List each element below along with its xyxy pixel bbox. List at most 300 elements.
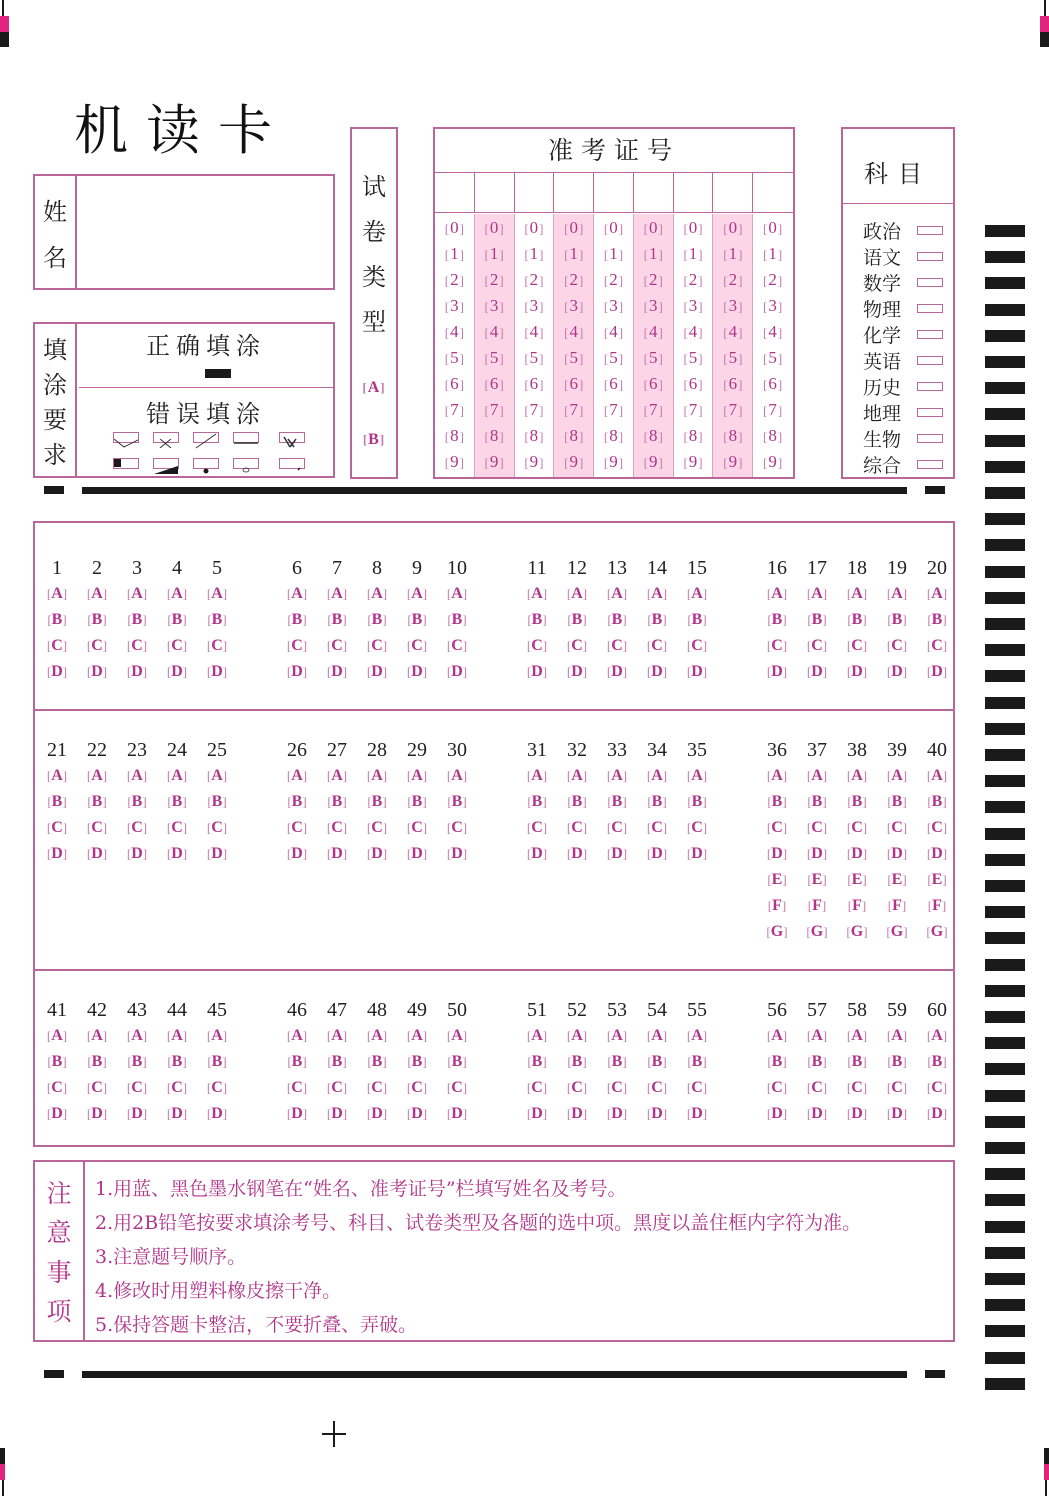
exam-id-digit-bubble[interactable] (674, 270, 714, 290)
exam-id-digit-bubble[interactable] (435, 218, 475, 238)
exam-id-write-cell[interactable] (435, 173, 475, 213)
exam-id-digit-bubble[interactable] (713, 400, 753, 420)
answer-option-bubble[interactable] (77, 1027, 117, 1045)
exam-id-digit-bubble[interactable] (594, 348, 634, 368)
answer-option-bubble[interactable] (77, 1105, 117, 1123)
answer-option-bubble[interactable] (917, 871, 957, 889)
answer-option-bubble[interactable] (277, 1105, 317, 1123)
answer-option-bubble[interactable] (557, 611, 597, 629)
answer-option-bubble[interactable] (277, 585, 317, 603)
subject-bubble[interactable] (917, 252, 943, 261)
answer-option-bubble[interactable] (437, 793, 477, 811)
answer-option-bubble[interactable] (917, 793, 957, 811)
answer-option-bubble[interactable] (757, 1053, 797, 1071)
answer-option-bubble[interactable] (677, 663, 717, 681)
exam-id-digit-bubble[interactable] (435, 322, 475, 342)
answer-option-bubble[interactable] (437, 1105, 477, 1123)
exam-id-digit-bubble[interactable] (713, 218, 753, 238)
answer-option-bubble[interactable] (517, 767, 557, 785)
answer-option-bubble[interactable] (197, 637, 237, 655)
subject-option[interactable] (863, 321, 953, 347)
exam-id-write-cell[interactable] (594, 173, 634, 213)
answer-option-bubble[interactable] (37, 637, 77, 655)
exam-id-write-cell[interactable] (554, 173, 594, 213)
answer-option-bubble[interactable] (197, 1053, 237, 1071)
answer-option-bubble[interactable] (517, 819, 557, 837)
answer-option-bubble[interactable] (37, 611, 77, 629)
exam-id-digit-bubble[interactable] (634, 218, 674, 238)
answer-option-bubble[interactable] (397, 793, 437, 811)
answer-option-bubble[interactable] (277, 793, 317, 811)
exam-id-digit-bubble[interactable] (475, 244, 515, 264)
exam-id-digit-bubble[interactable] (435, 400, 475, 420)
exam-id-digit-bubble[interactable] (554, 426, 594, 446)
answer-option-bubble[interactable] (197, 845, 237, 863)
answer-option-bubble[interactable] (557, 637, 597, 655)
answer-option-bubble[interactable] (437, 663, 477, 681)
answer-option-bubble[interactable] (877, 1079, 917, 1097)
exam-id-digit-bubble[interactable] (594, 452, 634, 472)
answer-option-bubble[interactable] (277, 1079, 317, 1097)
answer-option-bubble[interactable] (877, 1053, 917, 1071)
answer-option-bubble[interactable] (77, 611, 117, 629)
answer-option-bubble[interactable] (917, 1105, 957, 1123)
exam-id-digit-bubble[interactable] (634, 296, 674, 316)
answer-option-bubble[interactable] (37, 793, 77, 811)
answer-option-bubble[interactable] (637, 793, 677, 811)
answer-option-bubble[interactable] (437, 845, 477, 863)
answer-option-bubble[interactable] (917, 923, 957, 941)
exam-id-digit-bubble[interactable] (515, 374, 555, 394)
answer-option-bubble[interactable] (557, 585, 597, 603)
exam-id-digit-bubble[interactable] (515, 426, 555, 446)
answer-option-bubble[interactable] (757, 663, 797, 681)
answer-option-bubble[interactable] (517, 1105, 557, 1123)
answer-option-bubble[interactable] (397, 1079, 437, 1097)
answer-option-bubble[interactable] (837, 1105, 877, 1123)
answer-option-bubble[interactable] (837, 845, 877, 863)
answer-option-bubble[interactable] (877, 611, 917, 629)
answer-option-bubble[interactable] (597, 585, 637, 603)
answer-option-bubble[interactable] (117, 819, 157, 837)
answer-option-bubble[interactable] (157, 819, 197, 837)
answer-option-bubble[interactable] (317, 819, 357, 837)
answer-option-bubble[interactable] (37, 767, 77, 785)
answer-option-bubble[interactable] (117, 663, 157, 681)
answer-option-bubble[interactable] (357, 1027, 397, 1045)
answer-option-bubble[interactable] (797, 637, 837, 655)
answer-option-bubble[interactable] (637, 637, 677, 655)
answer-option-bubble[interactable] (597, 1027, 637, 1045)
answer-option-bubble[interactable] (837, 767, 877, 785)
answer-option-bubble[interactable] (517, 1079, 557, 1097)
exam-id-digit-bubble[interactable] (634, 426, 674, 446)
answer-option-bubble[interactable] (517, 1053, 557, 1071)
answer-option-bubble[interactable] (517, 1027, 557, 1045)
exam-id-digit-bubble[interactable] (435, 374, 475, 394)
answer-option-bubble[interactable] (317, 767, 357, 785)
answer-option-bubble[interactable] (37, 585, 77, 603)
answer-option-bubble[interactable] (597, 767, 637, 785)
answer-option-bubble[interactable] (917, 897, 957, 915)
answer-option-bubble[interactable] (357, 845, 397, 863)
answer-option-bubble[interactable] (397, 767, 437, 785)
exam-id-digit-bubble[interactable] (594, 400, 634, 420)
answer-option-bubble[interactable] (117, 637, 157, 655)
exam-id-digit-bubble[interactable] (475, 426, 515, 446)
subject-option[interactable] (863, 295, 953, 321)
answer-option-bubble[interactable] (117, 611, 157, 629)
answer-option-bubble[interactable] (317, 1105, 357, 1123)
answer-option-bubble[interactable] (357, 663, 397, 681)
answer-option-bubble[interactable] (117, 585, 157, 603)
answer-option-bubble[interactable] (557, 663, 597, 681)
answer-option-bubble[interactable] (877, 637, 917, 655)
answer-option-bubble[interactable] (877, 819, 917, 837)
exam-id-digit-bubble[interactable] (674, 426, 714, 446)
answer-option-bubble[interactable] (357, 767, 397, 785)
answer-option-bubble[interactable] (917, 637, 957, 655)
exam-id-digit-bubble[interactable] (674, 244, 714, 264)
exam-id-digit-bubble[interactable] (753, 244, 793, 264)
answer-option-bubble[interactable] (797, 663, 837, 681)
subject-option[interactable] (863, 425, 953, 451)
answer-option-bubble[interactable] (797, 767, 837, 785)
answer-option-bubble[interactable] (277, 663, 317, 681)
answer-option-bubble[interactable] (77, 819, 117, 837)
answer-option-bubble[interactable] (757, 1105, 797, 1123)
exam-id-digit-bubble[interactable] (515, 244, 555, 264)
answer-option-bubble[interactable] (357, 1105, 397, 1123)
exam-id-digit-bubble[interactable] (475, 348, 515, 368)
answer-option-bubble[interactable] (557, 1027, 597, 1045)
answer-option-bubble[interactable] (197, 767, 237, 785)
answer-option-bubble[interactable] (357, 1053, 397, 1071)
subject-bubble[interactable] (917, 460, 943, 469)
answer-option-bubble[interactable] (757, 767, 797, 785)
paper-type-option-a[interactable]: [A] (362, 379, 386, 396)
exam-id-digit-bubble[interactable] (674, 400, 714, 420)
exam-id-digit-bubble[interactable] (475, 374, 515, 394)
answer-option-bubble[interactable] (437, 1027, 477, 1045)
exam-id-digit-bubble[interactable] (435, 270, 475, 290)
subject-bubble[interactable] (917, 356, 943, 365)
answer-option-bubble[interactable] (317, 1079, 357, 1097)
answer-option-bubble[interactable] (157, 845, 197, 863)
answer-option-bubble[interactable] (597, 663, 637, 681)
exam-id-digit-bubble[interactable] (475, 452, 515, 472)
answer-option-bubble[interactable] (517, 845, 557, 863)
answer-option-bubble[interactable] (197, 819, 237, 837)
answer-option-bubble[interactable] (197, 585, 237, 603)
exam-id-digit-bubble[interactable] (554, 348, 594, 368)
exam-id-digit-bubble[interactable] (515, 322, 555, 342)
answer-option-bubble[interactable] (917, 845, 957, 863)
answer-option-bubble[interactable] (757, 611, 797, 629)
answer-option-bubble[interactable] (397, 845, 437, 863)
answer-option-bubble[interactable] (277, 611, 317, 629)
answer-option-bubble[interactable] (917, 663, 957, 681)
answer-option-bubble[interactable] (677, 1027, 717, 1045)
subject-bubble[interactable] (917, 408, 943, 417)
exam-id-write-cell[interactable] (515, 173, 555, 213)
answer-option-bubble[interactable] (637, 663, 677, 681)
answer-option-bubble[interactable] (637, 1079, 677, 1097)
answer-option-bubble[interactable] (677, 767, 717, 785)
answer-option-bubble[interactable] (557, 793, 597, 811)
answer-option-bubble[interactable] (437, 637, 477, 655)
subject-bubble[interactable] (917, 226, 943, 235)
name-input-area[interactable] (79, 176, 333, 288)
answer-option-bubble[interactable] (77, 663, 117, 681)
answer-option-bubble[interactable] (637, 819, 677, 837)
answer-option-bubble[interactable] (837, 1027, 877, 1045)
subject-option[interactable] (863, 399, 953, 425)
answer-option-bubble[interactable] (557, 767, 597, 785)
answer-option-bubble[interactable] (757, 923, 797, 941)
answer-option-bubble[interactable] (37, 1053, 77, 1071)
exam-id-digit-bubble[interactable] (475, 296, 515, 316)
subject-bubble[interactable] (917, 382, 943, 391)
answer-option-bubble[interactable] (797, 1053, 837, 1071)
exam-id-digit-bubble[interactable] (515, 452, 555, 472)
answer-option-bubble[interactable] (677, 845, 717, 863)
answer-option-bubble[interactable] (797, 611, 837, 629)
exam-id-digit-bubble[interactable] (753, 374, 793, 394)
answer-option-bubble[interactable] (837, 1053, 877, 1071)
exam-id-digit-bubble[interactable] (674, 218, 714, 238)
answer-option-bubble[interactable] (517, 637, 557, 655)
subject-option[interactable] (863, 269, 953, 295)
exam-id-write-cell[interactable] (713, 173, 753, 213)
exam-id-write-cell[interactable] (634, 173, 674, 213)
answer-option-bubble[interactable] (917, 611, 957, 629)
answer-option-bubble[interactable] (357, 637, 397, 655)
subject-option[interactable] (863, 217, 953, 243)
exam-id-digit-bubble[interactable] (475, 400, 515, 420)
answer-option-bubble[interactable] (397, 637, 437, 655)
answer-option-bubble[interactable] (197, 663, 237, 681)
answer-option-bubble[interactable] (797, 1027, 837, 1045)
answer-option-bubble[interactable] (837, 793, 877, 811)
exam-id-digit-bubble[interactable] (554, 244, 594, 264)
answer-option-bubble[interactable] (277, 1027, 317, 1045)
exam-id-digit-bubble[interactable] (554, 296, 594, 316)
exam-id-digit-bubble[interactable] (713, 322, 753, 342)
answer-option-bubble[interactable] (517, 663, 557, 681)
exam-id-digit-bubble[interactable] (594, 296, 634, 316)
answer-option-bubble[interactable] (437, 1079, 477, 1097)
answer-option-bubble[interactable] (557, 845, 597, 863)
answer-option-bubble[interactable] (597, 845, 637, 863)
answer-option-bubble[interactable] (837, 1079, 877, 1097)
answer-option-bubble[interactable] (277, 845, 317, 863)
exam-id-digit-bubble[interactable] (634, 452, 674, 472)
exam-id-digit-bubble[interactable] (713, 270, 753, 290)
answer-option-bubble[interactable] (677, 1079, 717, 1097)
answer-option-bubble[interactable] (757, 1027, 797, 1045)
answer-option-bubble[interactable] (157, 663, 197, 681)
exam-id-digit-bubble[interactable] (674, 452, 714, 472)
exam-id-digit-bubble[interactable] (435, 244, 475, 264)
answer-option-bubble[interactable] (357, 819, 397, 837)
exam-id-digit-bubble[interactable] (435, 426, 475, 446)
answer-option-bubble[interactable] (117, 767, 157, 785)
answer-option-bubble[interactable] (277, 637, 317, 655)
exam-id-digit-bubble[interactable] (634, 374, 674, 394)
exam-id-digit-bubble[interactable] (515, 400, 555, 420)
exam-id-digit-bubble[interactable] (753, 400, 793, 420)
answer-option-bubble[interactable] (317, 793, 357, 811)
answer-option-bubble[interactable] (517, 611, 557, 629)
answer-option-bubble[interactable] (677, 1053, 717, 1071)
answer-option-bubble[interactable] (797, 819, 837, 837)
answer-option-bubble[interactable] (837, 871, 877, 889)
answer-option-bubble[interactable] (397, 585, 437, 603)
answer-option-bubble[interactable] (677, 793, 717, 811)
exam-id-digit-bubble[interactable] (713, 374, 753, 394)
answer-option-bubble[interactable] (277, 819, 317, 837)
answer-option-bubble[interactable] (597, 611, 637, 629)
answer-option-bubble[interactable] (197, 1105, 237, 1123)
paper-type-option-b[interactable]: [B] (362, 431, 386, 448)
answer-option-bubble[interactable] (597, 793, 637, 811)
answer-option-bubble[interactable] (877, 1027, 917, 1045)
answer-option-bubble[interactable] (117, 1079, 157, 1097)
answer-option-bubble[interactable] (797, 1079, 837, 1097)
exam-id-digit-bubble[interactable] (515, 348, 555, 368)
exam-id-digit-bubble[interactable] (594, 218, 634, 238)
exam-id-digit-bubble[interactable] (594, 322, 634, 342)
answer-option-bubble[interactable] (197, 1027, 237, 1045)
answer-option-bubble[interactable] (757, 845, 797, 863)
answer-option-bubble[interactable] (437, 585, 477, 603)
exam-id-digit-bubble[interactable] (594, 374, 634, 394)
subject-bubble[interactable] (917, 304, 943, 313)
answer-option-bubble[interactable] (917, 585, 957, 603)
answer-option-bubble[interactable] (117, 1105, 157, 1123)
answer-option-bubble[interactable] (77, 1079, 117, 1097)
answer-option-bubble[interactable] (917, 1053, 957, 1071)
answer-option-bubble[interactable] (157, 585, 197, 603)
answer-option-bubble[interactable] (597, 819, 637, 837)
exam-id-digit-bubble[interactable] (435, 452, 475, 472)
exam-id-digit-bubble[interactable] (594, 426, 634, 446)
answer-option-bubble[interactable] (77, 1053, 117, 1071)
exam-id-digit-bubble[interactable] (515, 270, 555, 290)
answer-option-bubble[interactable] (797, 845, 837, 863)
answer-option-bubble[interactable] (837, 663, 877, 681)
answer-option-bubble[interactable] (877, 1105, 917, 1123)
answer-option-bubble[interactable] (797, 1105, 837, 1123)
exam-id-digit-bubble[interactable] (515, 296, 555, 316)
answer-option-bubble[interactable] (797, 923, 837, 941)
exam-id-digit-bubble[interactable] (753, 452, 793, 472)
exam-id-digit-bubble[interactable] (554, 374, 594, 394)
subject-bubble[interactable] (917, 434, 943, 443)
subject-bubble[interactable] (917, 278, 943, 287)
answer-option-bubble[interactable] (597, 637, 637, 655)
answer-option-bubble[interactable] (637, 1053, 677, 1071)
answer-option-bubble[interactable] (117, 1027, 157, 1045)
exam-id-digit-bubble[interactable] (435, 296, 475, 316)
answer-option-bubble[interactable] (437, 767, 477, 785)
answer-option-bubble[interactable] (877, 923, 917, 941)
answer-option-bubble[interactable] (837, 897, 877, 915)
exam-id-digit-bubble[interactable] (753, 218, 793, 238)
exam-id-write-cell[interactable] (475, 173, 515, 213)
answer-option-bubble[interactable] (357, 611, 397, 629)
answer-option-bubble[interactable] (877, 663, 917, 681)
exam-id-digit-bubble[interactable] (674, 296, 714, 316)
answer-option-bubble[interactable] (877, 793, 917, 811)
answer-option-bubble[interactable] (877, 897, 917, 915)
answer-option-bubble[interactable] (317, 1053, 357, 1071)
answer-option-bubble[interactable] (877, 767, 917, 785)
answer-option-bubble[interactable] (837, 585, 877, 603)
answer-option-bubble[interactable] (917, 819, 957, 837)
answer-option-bubble[interactable] (37, 1079, 77, 1097)
exam-id-digit-bubble[interactable] (634, 244, 674, 264)
answer-option-bubble[interactable] (837, 923, 877, 941)
answer-option-bubble[interactable] (837, 819, 877, 837)
answer-option-bubble[interactable] (37, 1027, 77, 1045)
answer-option-bubble[interactable] (397, 611, 437, 629)
exam-id-digit-bubble[interactable] (753, 296, 793, 316)
exam-id-digit-bubble[interactable] (554, 218, 594, 238)
answer-option-bubble[interactable] (557, 1053, 597, 1071)
exam-id-digit-bubble[interactable] (753, 348, 793, 368)
answer-option-bubble[interactable] (157, 1079, 197, 1097)
answer-option-bubble[interactable] (597, 1079, 637, 1097)
answer-option-bubble[interactable] (317, 663, 357, 681)
answer-option-bubble[interactable] (797, 585, 837, 603)
answer-option-bubble[interactable] (917, 767, 957, 785)
answer-option-bubble[interactable] (37, 819, 77, 837)
exam-id-digit-bubble[interactable] (554, 452, 594, 472)
answer-option-bubble[interactable] (797, 897, 837, 915)
answer-option-bubble[interactable] (797, 871, 837, 889)
answer-option-bubble[interactable] (357, 585, 397, 603)
answer-option-bubble[interactable] (277, 767, 317, 785)
exam-id-digit-bubble[interactable] (515, 218, 555, 238)
exam-id-digit-bubble[interactable] (713, 296, 753, 316)
answer-option-bubble[interactable] (637, 845, 677, 863)
exam-id-digit-bubble[interactable] (674, 348, 714, 368)
exam-id-digit-bubble[interactable] (674, 374, 714, 394)
answer-option-bubble[interactable] (397, 1105, 437, 1123)
exam-id-digit-bubble[interactable] (713, 452, 753, 472)
exam-id-write-cell[interactable] (674, 173, 714, 213)
exam-id-digit-bubble[interactable] (634, 322, 674, 342)
answer-option-bubble[interactable] (877, 845, 917, 863)
answer-option-bubble[interactable] (117, 1053, 157, 1071)
answer-option-bubble[interactable] (157, 1053, 197, 1071)
subject-option[interactable] (863, 347, 953, 373)
answer-option-bubble[interactable] (637, 1027, 677, 1045)
subject-option[interactable] (863, 373, 953, 399)
answer-option-bubble[interactable] (37, 845, 77, 863)
exam-id-digit-bubble[interactable] (435, 348, 475, 368)
answer-option-bubble[interactable] (677, 585, 717, 603)
answer-option-bubble[interactable] (757, 637, 797, 655)
answer-option-bubble[interactable] (757, 819, 797, 837)
exam-id-digit-bubble[interactable] (753, 426, 793, 446)
subject-option[interactable] (863, 243, 953, 269)
answer-option-bubble[interactable] (117, 845, 157, 863)
exam-id-write-cell[interactable] (753, 173, 793, 213)
answer-option-bubble[interactable] (557, 819, 597, 837)
